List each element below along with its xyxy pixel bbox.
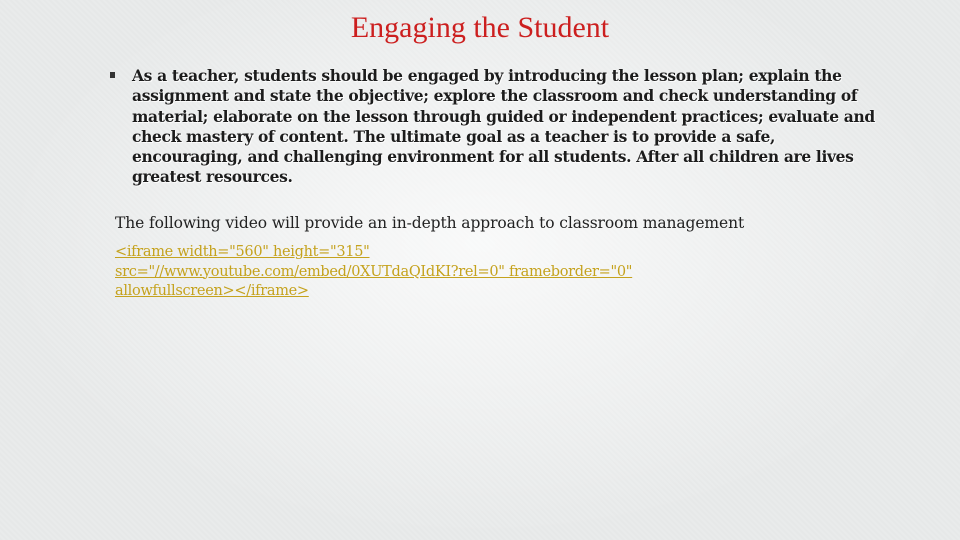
embed-code-line[interactable]: allowfullscreen></iframe> — [115, 283, 309, 299]
bullet-text: As a teacher, students should be engaged by introducing the lesson plan; explain the assignment and state the objective; explore the classroom and check understanding of material; elaborate on the lesson through guided or independent practices; evaluate and check mastery of content. The ultimate goal as a teacher is to provide a safe, encouraging, and challenging environment for all students. After all children are lives greatest resources. — [132, 66, 875, 187]
embed-code-line[interactable]: src="//www.youtube.com/embed/0XUTdaQIdKI?rel=0" frameborder="0" — [115, 263, 633, 280]
bullet-item — [110, 66, 890, 188]
slide-title: Engaging the Student — [350, 11, 610, 44]
video-embed-link[interactable] — [115, 243, 735, 302]
embed-code-line[interactable]: <iframe width="560" height="315" — [115, 244, 370, 260]
bullet-square-icon — [110, 72, 115, 78]
video-intro-text: The following video will provide an in-depth approach to classroom management — [115, 214, 745, 232]
